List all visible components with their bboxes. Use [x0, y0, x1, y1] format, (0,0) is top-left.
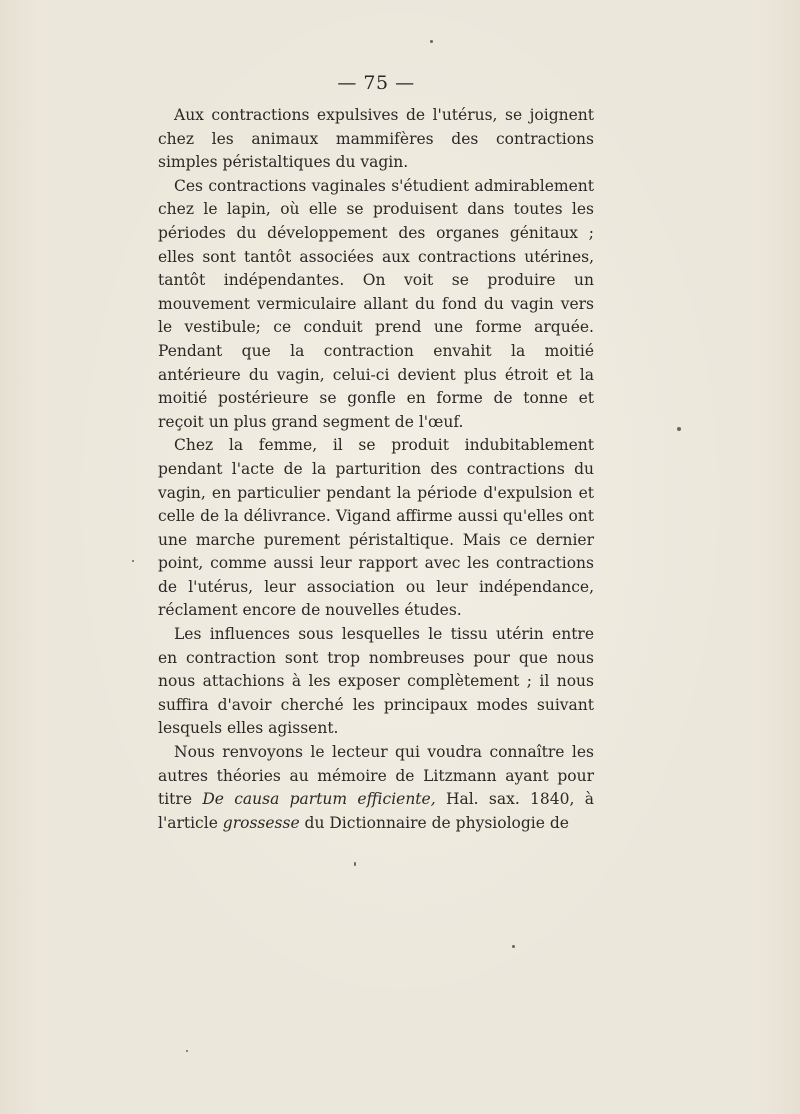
paper-speck: [512, 945, 515, 948]
paper-speck: [132, 560, 134, 562]
paper-speck: [677, 427, 681, 431]
paper-speck: [186, 1050, 188, 1052]
paragraph-5-text-after: du Dictionnaire de physiologie de: [299, 813, 569, 832]
paragraph-5-text-before: Nous renvoyons le lecteur qui voudra connaître les autres théories au mémoire de Litzmann ayant pour titre: [158, 743, 594, 809]
paragraph-5-term-italic: grossesse: [222, 813, 300, 832]
paragraph-1: Aux contractions expulsives de l'utérus, se joignent chez les animaux mammifères des contractions simples péristaltiques du vagin.: [158, 106, 594, 172]
paragraph-2: Ces contractions vaginales s'étudient admirablement chez le lapin, où elle se produisent dans toutes les périodes du développement des organes génitaux ; elles sont tantôt associées aux contractions utérines, tantôt indépendantes. On voit se produire un mouvement vermiculaire allant du fond du vagin vers le vestibule; ce conduit prend une forme arquée. Pendant que la contraction envahit la moitié antérieure du vagin, celui-ci devient plus étroit et la moitié postérieure se gonfle en forme de tonne et reçoit un plus grand segment de l'œuf.: [158, 176, 594, 431]
paragraph-5: [158, 741, 594, 835]
paragraph-3: Chez la femme, il se produit indubitablement pendant l'acte de la parturition des contractions du vagin, en particulier pendant la période d'expulsion et celle de la délivrance. Vigand affirme aussi qu'elles ont une marche purement péristaltique. Mais ce dernier point, comme aussi leur rapport avec les contractions de l'utérus, leur association ou leur indépendance, réclament encore de nouvelles études.: [158, 436, 594, 620]
paper-speck: [354, 862, 356, 866]
page-number: — 75 —: [337, 72, 415, 94]
paper-speck: [430, 40, 433, 43]
paragraph-4: Les influences sous lesquelles le tissu utérin entre en contraction sont trop nombreuses pour que nous nous attachions à les exposer complètement ; il nous suffira d'avoir cherché les principaux modes suivant lesquels elles agissent.: [158, 625, 594, 738]
body-text: [158, 104, 594, 835]
paragraph-5-title-italic: De causa partum efficiente,: [202, 790, 436, 809]
paragraph-5-text-middle: Hal. sax. 1840, à l'article: [158, 790, 594, 832]
